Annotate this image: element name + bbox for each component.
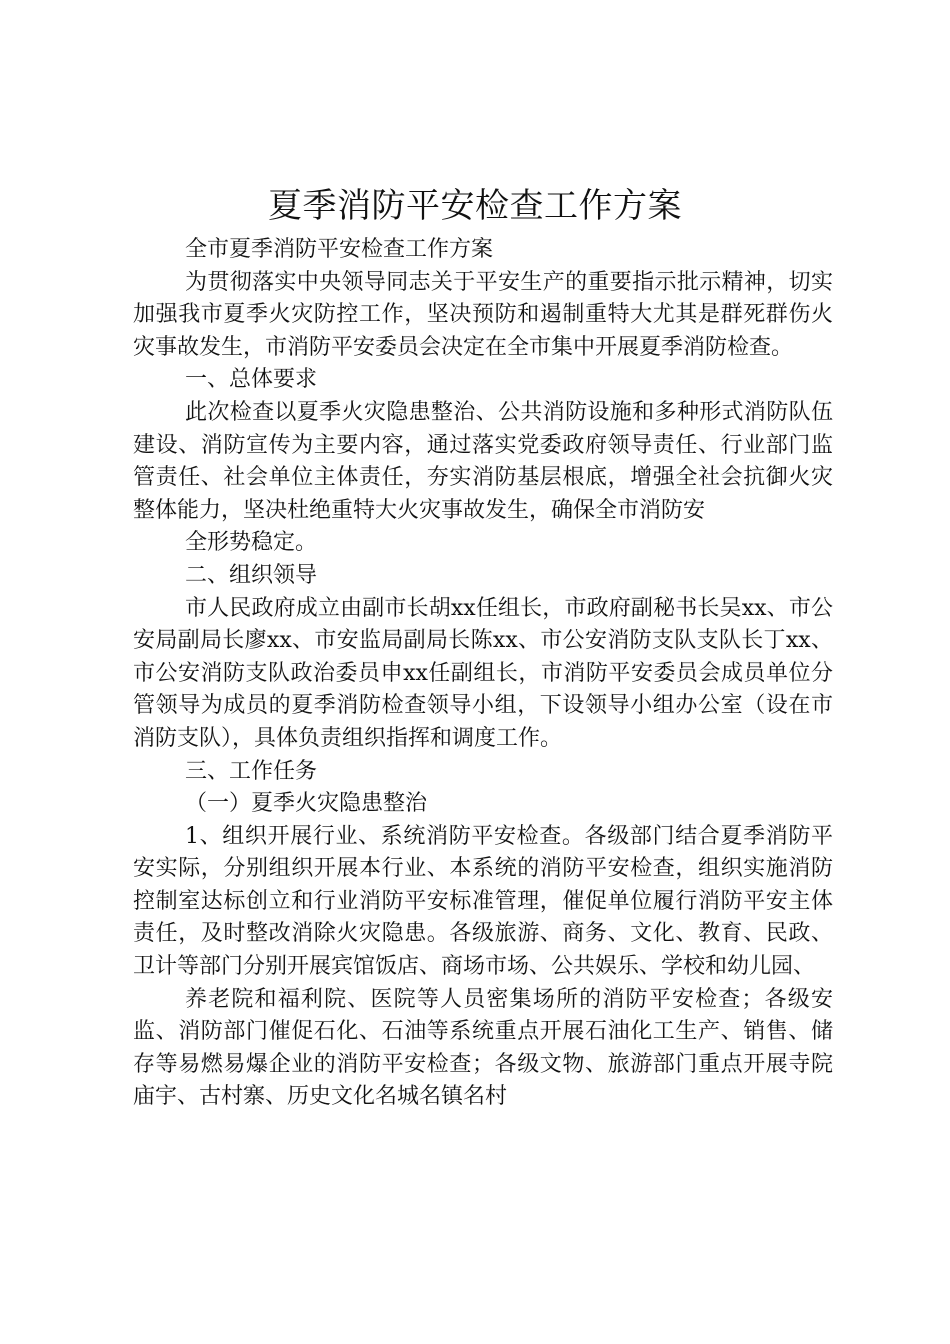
section-heading-general: 一、总体要求 bbox=[185, 367, 318, 393]
leadership-paragraph: 市人民政府成立由副市长胡xx任组长，市政府副秘书长吴xx、市公安局副局长廖xx、市安监局副局长陈xx、市公安消防支队支队长丁xx、市公安消防支队政治委员申xx任副组长，市消防平安委员会成员单位分管领导为成员的夏季消防检查领导小组，下设领导小组办公室（设在市消防支队），具体负责组织指挥和调度工作。 bbox=[133, 595, 833, 751]
subtitle-paragraph: 全市夏季消防平安检查工作方案 bbox=[185, 237, 494, 262]
task-continuation-paragraph: 养老院和福利院、医院等人员密集场所的消防平安检查；各级安监、消防部门催促石化、石油等系统重点开展石油化工生产、销售、储存等易燃易爆企业的消防平安检查；各级文物、旅游部门重点开展寺院庙宇、古村寨、历史文化名城名镇名村 bbox=[133, 986, 833, 1110]
subsection-heading-rectification: （一）夏季火灾隐患整治 bbox=[185, 791, 428, 817]
task-item-paragraph: 1、组织开展行业、系统消防平安检查。各级部门结合夏季消防平安实际，分别组织开展本行业、本系统的消防平安检查，组织实施消防控制室达标创立和行业消防平安标准管理，催促单位履行消防平安主体责任，及时整改消除火灾隐患。各级旅游、商务、文化、教育、民政、卫计等部门分别开展宾馆饭店、商场市场、公共娱乐、学校和幼儿园、 bbox=[133, 823, 833, 980]
document-body bbox=[133, 234, 833, 1114]
document-title: 夏季消防平安检查工作方案 bbox=[268, 186, 682, 226]
general-requirements-paragraph: 此次检查以夏季火灾隐患整治、公共消防设施和多种形式消防队伍建设、消防宣传为主要内容，通过落实党委政府领导责任、行业部门监管责任、社会单位主体责任，夯实消防基层根底，增强全社会抗御火灾整体能力，坚决杜绝重特大火灾事故发生，确保全市消防安 bbox=[133, 399, 833, 523]
section-heading-tasks: 三、工作任务 bbox=[185, 758, 318, 784]
section-heading-leadership: 二、组织领导 bbox=[185, 562, 318, 588]
continuation-paragraph: 全形势稳定。 bbox=[185, 530, 318, 556]
intro-paragraph: 为贯彻落实中央领导同志关于平安生产的重要指示批示精神，切实加强我市夏季火灾防控工作，坚决预防和遏制重特大尤其是群死群伤火灾事故发生，市消防平安委员会决定在全市集中开展夏季消防检查。 bbox=[133, 269, 833, 360]
